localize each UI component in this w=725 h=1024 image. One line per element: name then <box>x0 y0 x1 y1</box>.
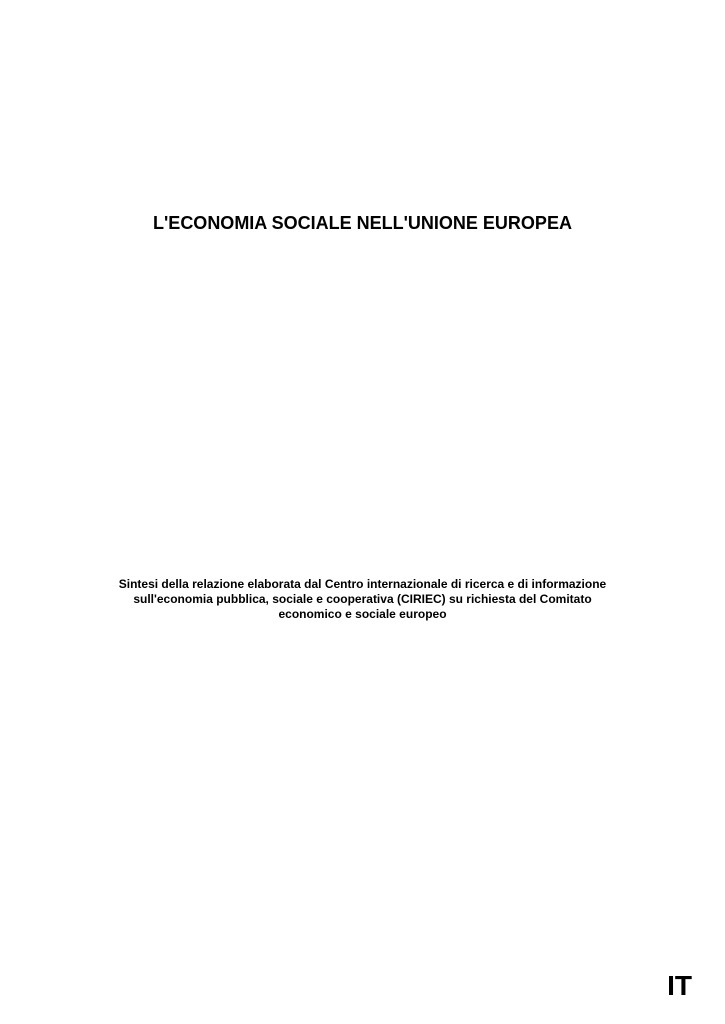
summary-line-2: sull'economia pubblica, sociale e cooperativa (CIRIEC) su richiesta del Comitato <box>133 592 592 606</box>
summary-line-1: Sintesi della relazione elaborata dal Centro internazionale di ricerca e di informazione <box>118 577 607 591</box>
language-code: IT <box>667 970 692 1001</box>
document-summary <box>0 577 725 622</box>
document-title: L'ECONOMIA SOCIALE NELL'UNIONE EUROPEA <box>153 213 572 233</box>
summary-line-3: economico e sociale europeo <box>278 607 447 621</box>
